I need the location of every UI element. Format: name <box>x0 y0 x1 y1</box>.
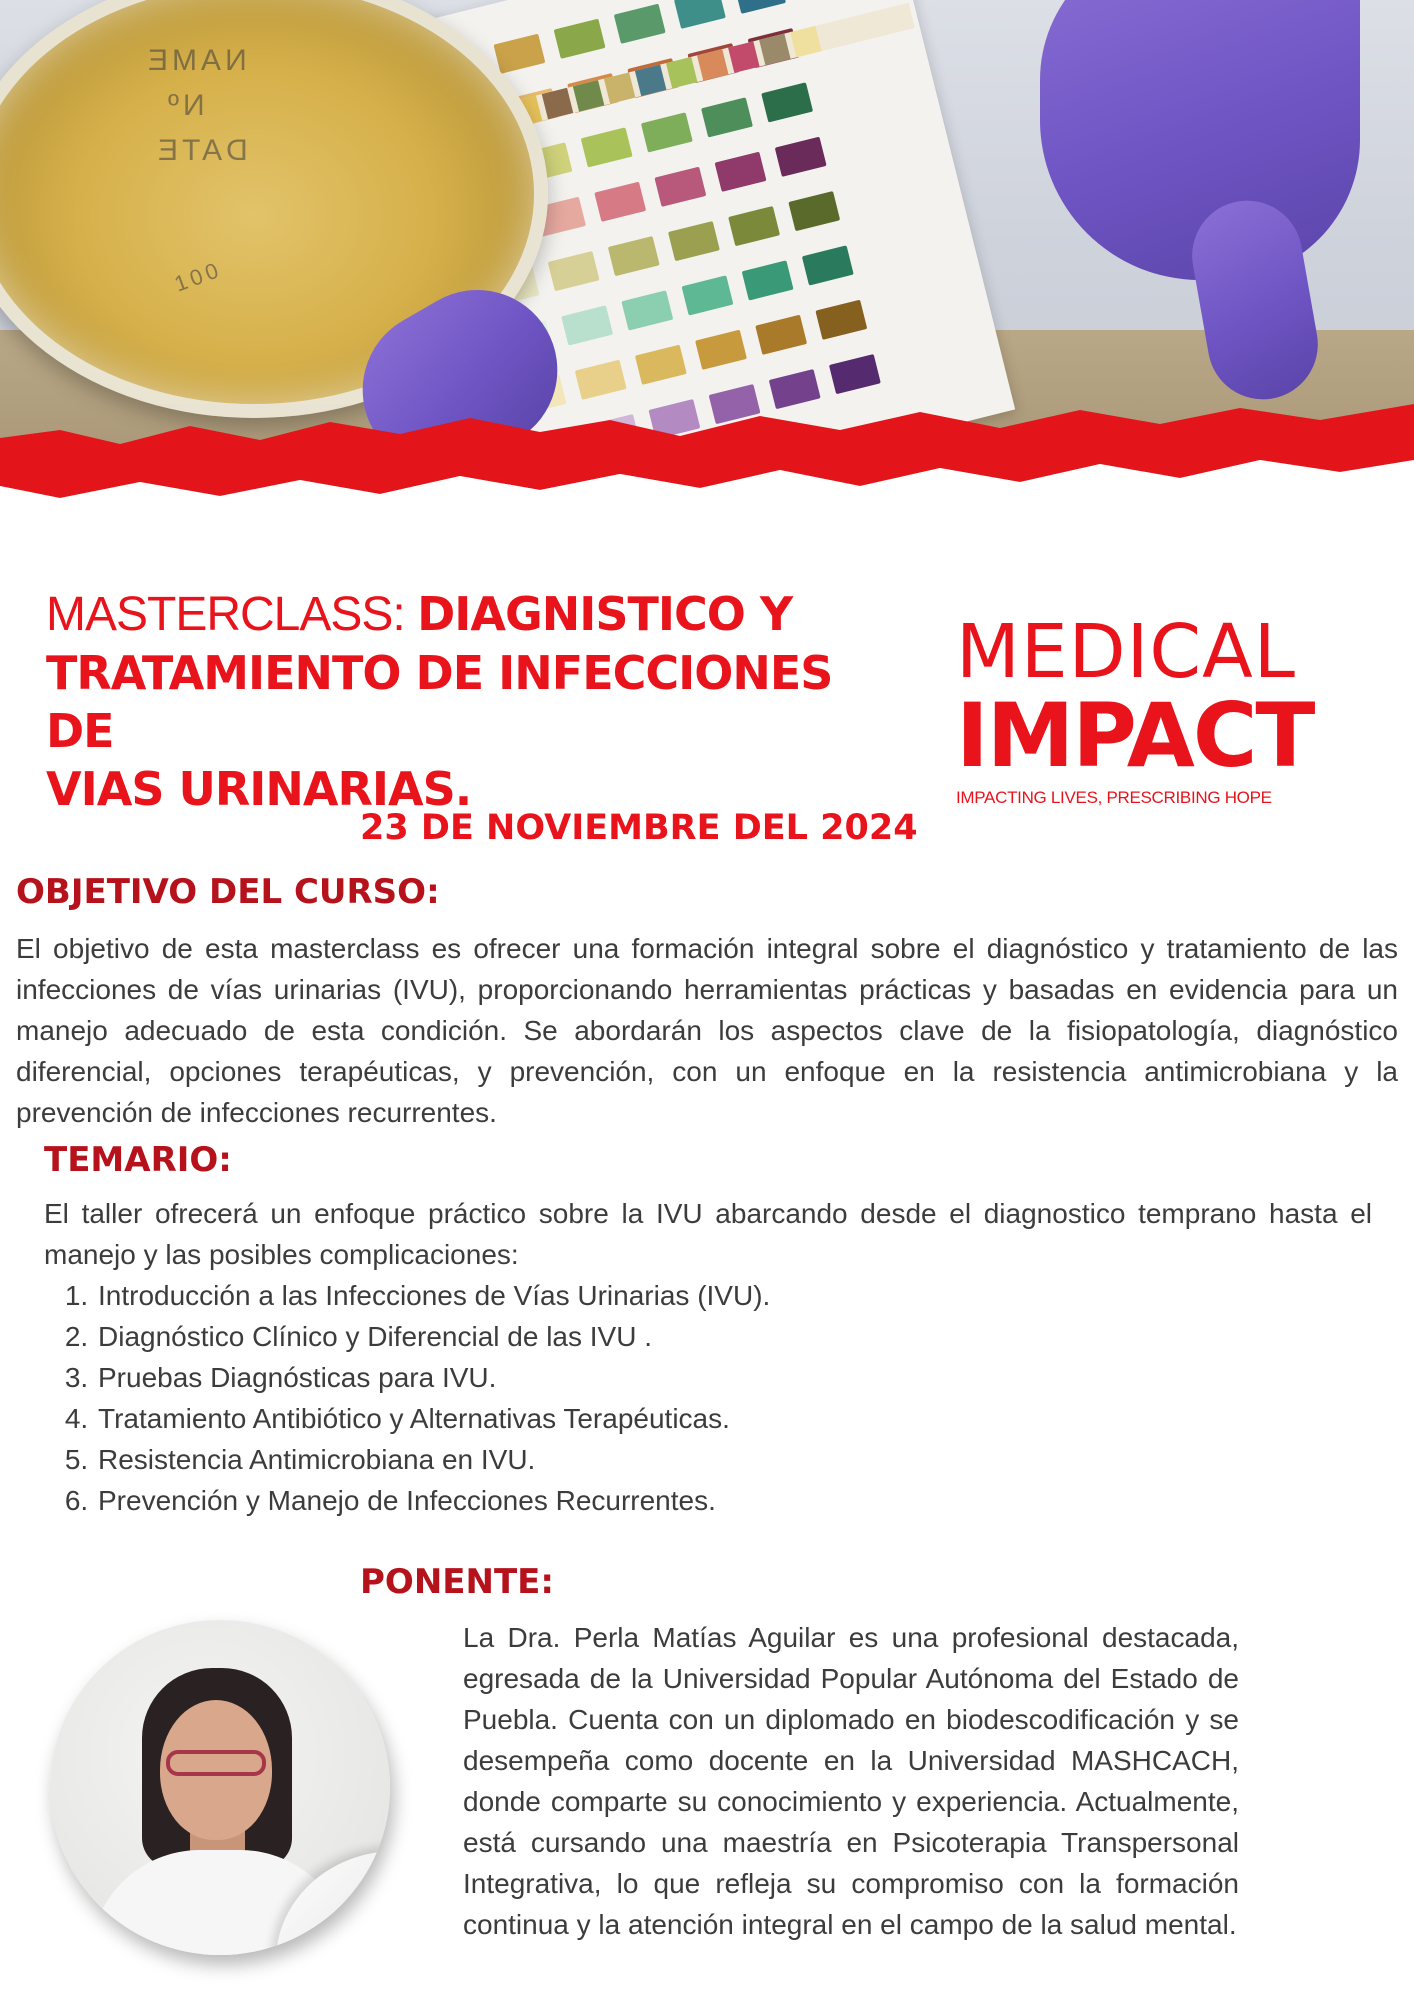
color-swatch <box>728 206 780 246</box>
temario-item: 6. Prevención y Manejo de Infecciones Recurrentes. <box>96 1480 996 1521</box>
temario-heading: TEMARIO: <box>44 1140 232 1180</box>
objetivo-text: El objetivo de esta masterclass es ofrecer una formación integral sobre el diagnóstico y tratamiento de las infecciones de vías urinarias (IVU), proporcionando herramientas prácticas y basadas en evidencia para un manejo adecuado de esta condición. Se abordarán los aspectos clave de la fisiopatología, diagnóstico diferencial, opciones terapéuticas, y prevención, con un enfoque en la resistencia antimicrobiana y la prevención de infecciones recurrentes. <box>16 933 1398 1128</box>
temario-item: 5. Resistencia Antimicrobiana en IVU. <box>96 1439 996 1480</box>
color-swatch <box>815 300 867 340</box>
color-swatch <box>641 112 693 152</box>
title-prefix: MASTERCLASS: <box>46 588 418 641</box>
title-line1: DIAGNISTICO Y <box>417 587 793 641</box>
color-swatch <box>742 260 794 300</box>
speaker-glasses <box>166 1750 266 1776</box>
speaker-photo <box>50 1620 390 1955</box>
color-swatch <box>594 182 646 222</box>
color-swatch <box>788 191 840 231</box>
color-swatch <box>548 251 600 291</box>
color-swatch <box>561 305 613 345</box>
ponente-bio: La Dra. Perla Matías Aguilar es una profesional destacada, egresada de la Universidad Popular Autónoma del Estado de Puebla. Cuenta con un diplomado en biodescodificación y se desempeña como docente en la Universidad MASHCACH, donde comparte su conocimiento y experiencia. Actualmente, está cursando una maestría en Psicoterapia Transpersonal Integrativa, lo que refleja su compromiso con la formación continua y la atención integral en el campo de la salud mental. <box>463 1622 1239 1940</box>
color-swatch <box>695 330 747 370</box>
color-swatch <box>674 0 726 29</box>
temario-item: 1. Introducción a las Infecciones de Vías Urinarias (IVU). <box>96 1275 996 1316</box>
temario-item: 2. Diagnóstico Clínico y Diferencial de las IVU . <box>96 1316 996 1357</box>
color-swatch <box>575 360 627 400</box>
page-title <box>46 585 906 818</box>
color-swatch <box>614 4 666 44</box>
cup-label-volume: 100 <box>171 256 226 297</box>
color-swatch <box>761 82 813 122</box>
title-line2: TRATAMIENTO DE INFECCIONES DE <box>46 646 833 758</box>
color-swatch <box>654 167 706 207</box>
color-swatch <box>668 221 720 261</box>
logo-tagline: IMPACTING LIVES, PRESCRIBING HOPE <box>956 788 1272 807</box>
color-swatch <box>621 290 673 330</box>
cup-label-number: Nº <box>164 89 205 122</box>
color-swatch <box>715 152 767 192</box>
color-swatch <box>775 137 827 177</box>
logo-line2: IMPACT <box>956 684 1314 787</box>
color-swatch <box>581 127 633 167</box>
color-swatch <box>682 275 734 315</box>
temario-list <box>44 1275 996 1521</box>
temario-intro: El taller ofrecerá un enfoque práctico sobre la IVU abarcando desde el diagnostico temprano hasta el manejo y las posibles complicaciones: <box>44 1198 1372 1270</box>
medical-impact-logo <box>956 609 1314 808</box>
title-line3: VIAS URINARIAS. <box>46 762 472 816</box>
color-swatch <box>493 34 545 74</box>
color-swatch <box>554 19 606 59</box>
cup-label-name: NAME <box>144 44 247 77</box>
color-swatch <box>635 345 687 385</box>
color-swatch <box>755 315 807 355</box>
torn-paper-divider <box>0 400 1414 520</box>
cup-label-date: DATE <box>154 134 248 167</box>
color-swatch <box>802 245 854 285</box>
color-swatch <box>829 354 881 394</box>
logo-line1: MEDICAL <box>956 609 1296 695</box>
color-swatch <box>734 0 786 14</box>
color-swatch <box>608 236 660 276</box>
event-date: 23 DE NOVIEMBRE DEL 2024 <box>360 808 918 848</box>
temario-item: 4. Tratamiento Antibiótico y Alternativas Terapéuticas. <box>96 1398 996 1439</box>
ponente-heading: PONENTE: <box>360 1562 554 1602</box>
temario-item: 3. Pruebas Diagnósticas para IVU. <box>96 1357 996 1398</box>
color-swatch <box>701 97 753 137</box>
objetivo-heading: OBJETIVO DEL CURSO: <box>16 872 440 912</box>
